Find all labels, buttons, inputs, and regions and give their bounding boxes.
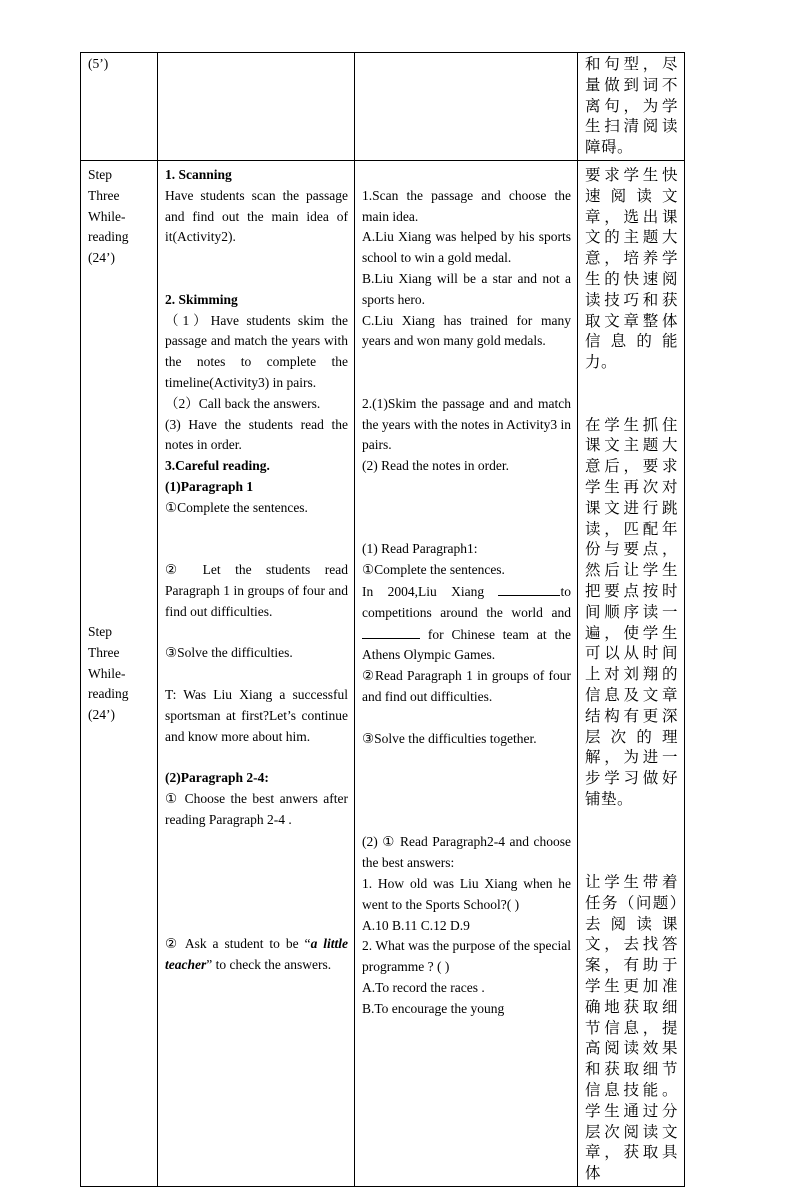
teacher-question: T: Was Liu Xiang a successful sportsman at first?Let’s continue and know more about him. [165, 686, 348, 744]
teacher-activity-cell [158, 160, 355, 1186]
paragraph-1-step-c: ③Solve the difficulties. [165, 645, 293, 661]
blank-line [362, 624, 420, 639]
question-1-options: A.10 B.11 C.12 D.9 [362, 917, 470, 933]
question-2: 2. What was the purpose of the special programme ? ( ) [362, 938, 571, 975]
purpose-cell [578, 160, 685, 1186]
skim-task-a: 2.(1)Skim the passage and and match the years with the notes in Activity3 in pairs. [362, 395, 571, 453]
question-1: 1. How old was Liu Xiang when he went to the Sports School?( ) [362, 876, 571, 912]
paragraph-1-task-c: ③Solve the difficulties together. [362, 730, 537, 746]
paragraph-1-step-a: ①Complete the sentences. [165, 499, 308, 515]
table-row [81, 53, 685, 161]
purpose-text: 在学生抓住课文主题大意后，要求学生再次对课文进行跳读，匹配年份与要点，然后让学生把要点按时间顺序读一遍，使学生可以从时间上对刘翔的信息及文章结构有更深层次的理解，为进一步学习做好铺垫。 [585, 415, 678, 808]
stage-label: While- [88, 665, 126, 681]
stage-label: While- [88, 208, 126, 224]
skimming-step-2: （2）Call back the answers. [165, 395, 321, 411]
paragraph-2-4-title: (2) ① Read Paragraph2-4 and choose the best answers: [362, 834, 571, 871]
stage-time: (5’) [88, 56, 109, 71]
stage-label: Step [88, 623, 113, 639]
skimming-step-1: （1）Have students skim the passage and match the years with the notes to complete the timeline(Activity3) in pairs. [165, 312, 348, 390]
skimming-title: 2. Skimming [165, 291, 238, 307]
option-c: C.Liu Xiang has trained for many years and won many gold medals. [362, 312, 571, 349]
scanning-text: Have students scan the passage and find out the main idea of it(Activity2). [165, 187, 348, 245]
paragraph-1-task-a: ①Complete the sentences. [362, 562, 505, 578]
purpose-text: 和句型，尽量做到词不离句，为学生扫清阅读障碍。 [585, 55, 678, 157]
stage-label: Step [88, 166, 113, 182]
teacher-activity-cell [158, 53, 355, 161]
scanning-title: 1. Scanning [165, 166, 232, 182]
paragraph-1-title: (1) Read Paragraph1: [362, 541, 478, 557]
skim-task-b: (2) Read the notes in order. [362, 458, 509, 474]
stage-label: Three [88, 187, 120, 203]
stage-label: Three [88, 644, 120, 660]
stage-cell [81, 160, 158, 1186]
stage-cell [81, 53, 158, 161]
paragraph-2-4-title: (2)Paragraph 2-4: [165, 770, 269, 786]
careful-reading-title: 3.Careful reading. [165, 458, 270, 474]
table-row [81, 160, 685, 1186]
stage-time: (24’) [88, 250, 115, 266]
stage-label: reading [88, 229, 129, 245]
paragraph-1-title: (1)Paragraph 1 [165, 478, 254, 494]
student-activity-cell [355, 53, 578, 161]
little-teacher-emphasis: a little teacher [165, 936, 348, 973]
paragraph-2-4-step-a: ① Choose the best anwers after reading Paragraph 2-4 . [165, 790, 348, 827]
option-a: A.Liu Xiang was helped by his sports school to win a gold medal. [362, 229, 571, 266]
paragraph-2-4-step-b: ② Ask a student to be “a little teacher” to check the answers. [165, 936, 348, 973]
question-2-option-a: A.To record the races . [362, 980, 485, 996]
skimming-step-3: (3) Have the students read the notes in order. [165, 416, 348, 453]
question-2-option-b: B.To encourage the young [362, 1000, 505, 1016]
student-activity-cell [355, 160, 578, 1186]
option-b: B.Liu Xiang will be a star and not a sports hero. [362, 270, 571, 307]
fill-in-sentence: In 2004,Liu Xiang to competitions around the world and for Chinese team at the Athens Olympic Games. [362, 581, 571, 666]
blank-line [498, 581, 560, 596]
stage-time: (24’) [88, 707, 115, 723]
paragraph-1-task-b: ②Read Paragraph 1 in groups of four and find out difficulties. [362, 668, 571, 704]
purpose-text: 让学生带着任务（问题）去阅读课文，去找答案，有助于学生更加准确地获取细节信息，提高阅读效果和获取细节信息技能。学生通过分层次阅读文章，获取具体 [585, 873, 678, 1183]
paragraph-1-step-b: ② Let the students read Paragraph 1 in groups of four and find out difficulties. [165, 562, 348, 619]
scan-question: 1.Scan the passage and choose the main idea. [362, 187, 571, 224]
purpose-cell [578, 53, 685, 161]
purpose-text: 要求学生快速阅读文章，选出课文的主题大意，培养学生的快速阅读技巧和获取文章整体信息的能力。 [585, 165, 678, 372]
lesson-plan-table [80, 52, 685, 1187]
stage-label: reading [88, 686, 129, 702]
